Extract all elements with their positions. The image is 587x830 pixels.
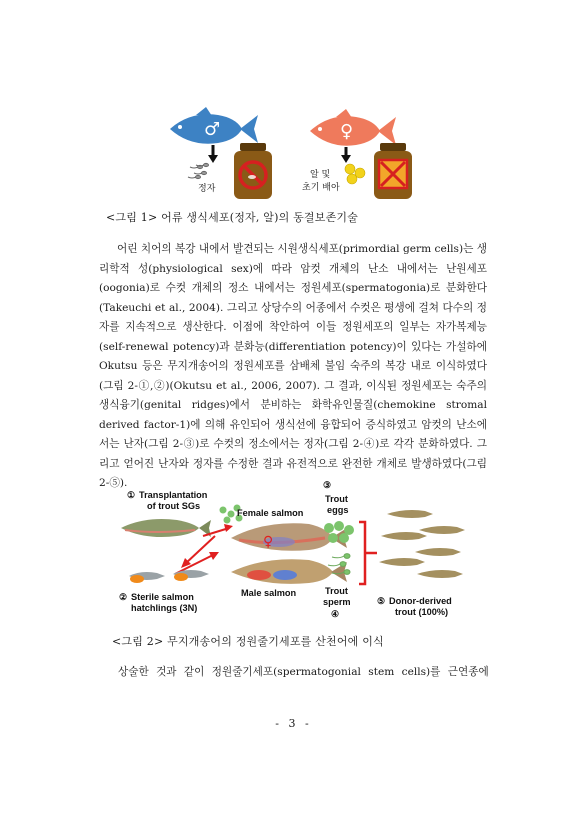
svg-text:③: ③ [323, 480, 332, 490]
svg-text:♀: ♀ [263, 534, 274, 550]
svg-text:②: ② [119, 592, 128, 602]
body-paragraph [99, 240, 487, 494]
svg-text:trout (100%): trout (100%) [395, 607, 449, 617]
svg-text:♂: ♂ [204, 119, 221, 140]
male-fish-icon [170, 107, 258, 144]
storage-jar-icon [234, 143, 272, 199]
figure-1-cryopreservation-illustration [160, 105, 425, 205]
female-fish-icon [310, 109, 396, 146]
continuation-text: 상술한 것과 같이 정원줄기세포(spermatogonial stem cells)를 근연종에 [118, 666, 489, 678]
figure-2-transplantation-diagram [115, 480, 480, 630]
donor-trout-icon [121, 519, 211, 537]
svg-text:hatchlings (3N): hatchlings (3N) [131, 603, 198, 613]
figure-1-caption: <그림 1> 어류 생식세포(정자, 알)의 동결보존기술 [106, 211, 359, 224]
svg-text:Trout: Trout [325, 494, 348, 504]
storage-jar-icon [374, 143, 412, 199]
bracket-icon [359, 522, 377, 584]
svg-text:⑤: ⑤ [377, 596, 386, 606]
page-number: - 3 - [275, 717, 312, 730]
arrow-icon [185, 536, 215, 564]
svg-text:Female salmon: Female salmon [237, 508, 304, 518]
egg-label-line2: 초기 배아 [302, 183, 340, 193]
svg-text:♀: ♀ [340, 121, 354, 142]
svg-text:of trout SGs: of trout SGs [147, 501, 201, 511]
sperm-label: 정자 [198, 184, 216, 194]
male-salmon-icon [231, 559, 347, 584]
svg-text:Male salmon: Male salmon [241, 588, 297, 598]
svg-text:Trout: Trout [325, 586, 348, 596]
arrow-head-icon [208, 155, 218, 163]
svg-text:sperm: sperm [323, 597, 351, 607]
svg-text:④: ④ [331, 609, 340, 619]
svg-text:eggs: eggs [327, 505, 349, 515]
svg-text:Donor-derived: Donor-derived [389, 596, 452, 606]
body-text: 어린 치어의 복강 내에서 발견되는 시원생식세포(primordial germ cells)는 생리학적 성(physiological sex)에 따라 암컷 개체의 난소 내에서는 난원세포(oogonia)로 수컷 개체의 정소 내에서는 정원세포(spermatogonia)로 분화한다(Takeuchi et al., 2004). 그리고 상당수의 어종에서 수컷은 평생에 걸쳐 다수의 정자를 지속적으로 생산한다. 이점에 착안하여 이들 정원세포의 일부는 자가복제능(self-renewal potency)과 분화능(differentiation potency)이 있다는 가설하에 Okutsu 등은 무지개송어의 정원세포를 삼배체 불임 숙주의 복강 내로 이식하였다(그림 2-①,②)(Okutsu et al., 2006, 2007). 그 결과, 이식된 정원세포는 숙주의 생식융기(genital ridges)에서 분비하는 화학유인물질(chemokine stromal derived factor-1)에 의해 유인되어 생식선에 융합되어 증식하였고 암컷의 난소에서는 난자(그림 2-③)로 수컷의 정소에서는 정자(그림 2-④)로 각각 분화하였다. 그리고 얻어진 난자와 정자를 수정한 결과 유전적으로 완전한 개체로 발생하였다(그림 2-⑤). [99, 243, 487, 489]
figure-2-caption: <그림 2> 무지개송어의 정원줄기세포를 산천어에 이식 [112, 635, 384, 648]
svg-text:①: ① [127, 490, 136, 500]
donor-derived-trout-icon [379, 510, 465, 578]
sterile-hatchling-icon [129, 570, 209, 583]
svg-text:Sterile salmon: Sterile salmon [131, 592, 194, 602]
egg-cluster-icon [345, 164, 365, 184]
sperm-icon [188, 163, 209, 178]
egg-label-line1: 알 및 [310, 170, 331, 180]
svg-text:Transplantation: Transplantation [139, 490, 208, 500]
